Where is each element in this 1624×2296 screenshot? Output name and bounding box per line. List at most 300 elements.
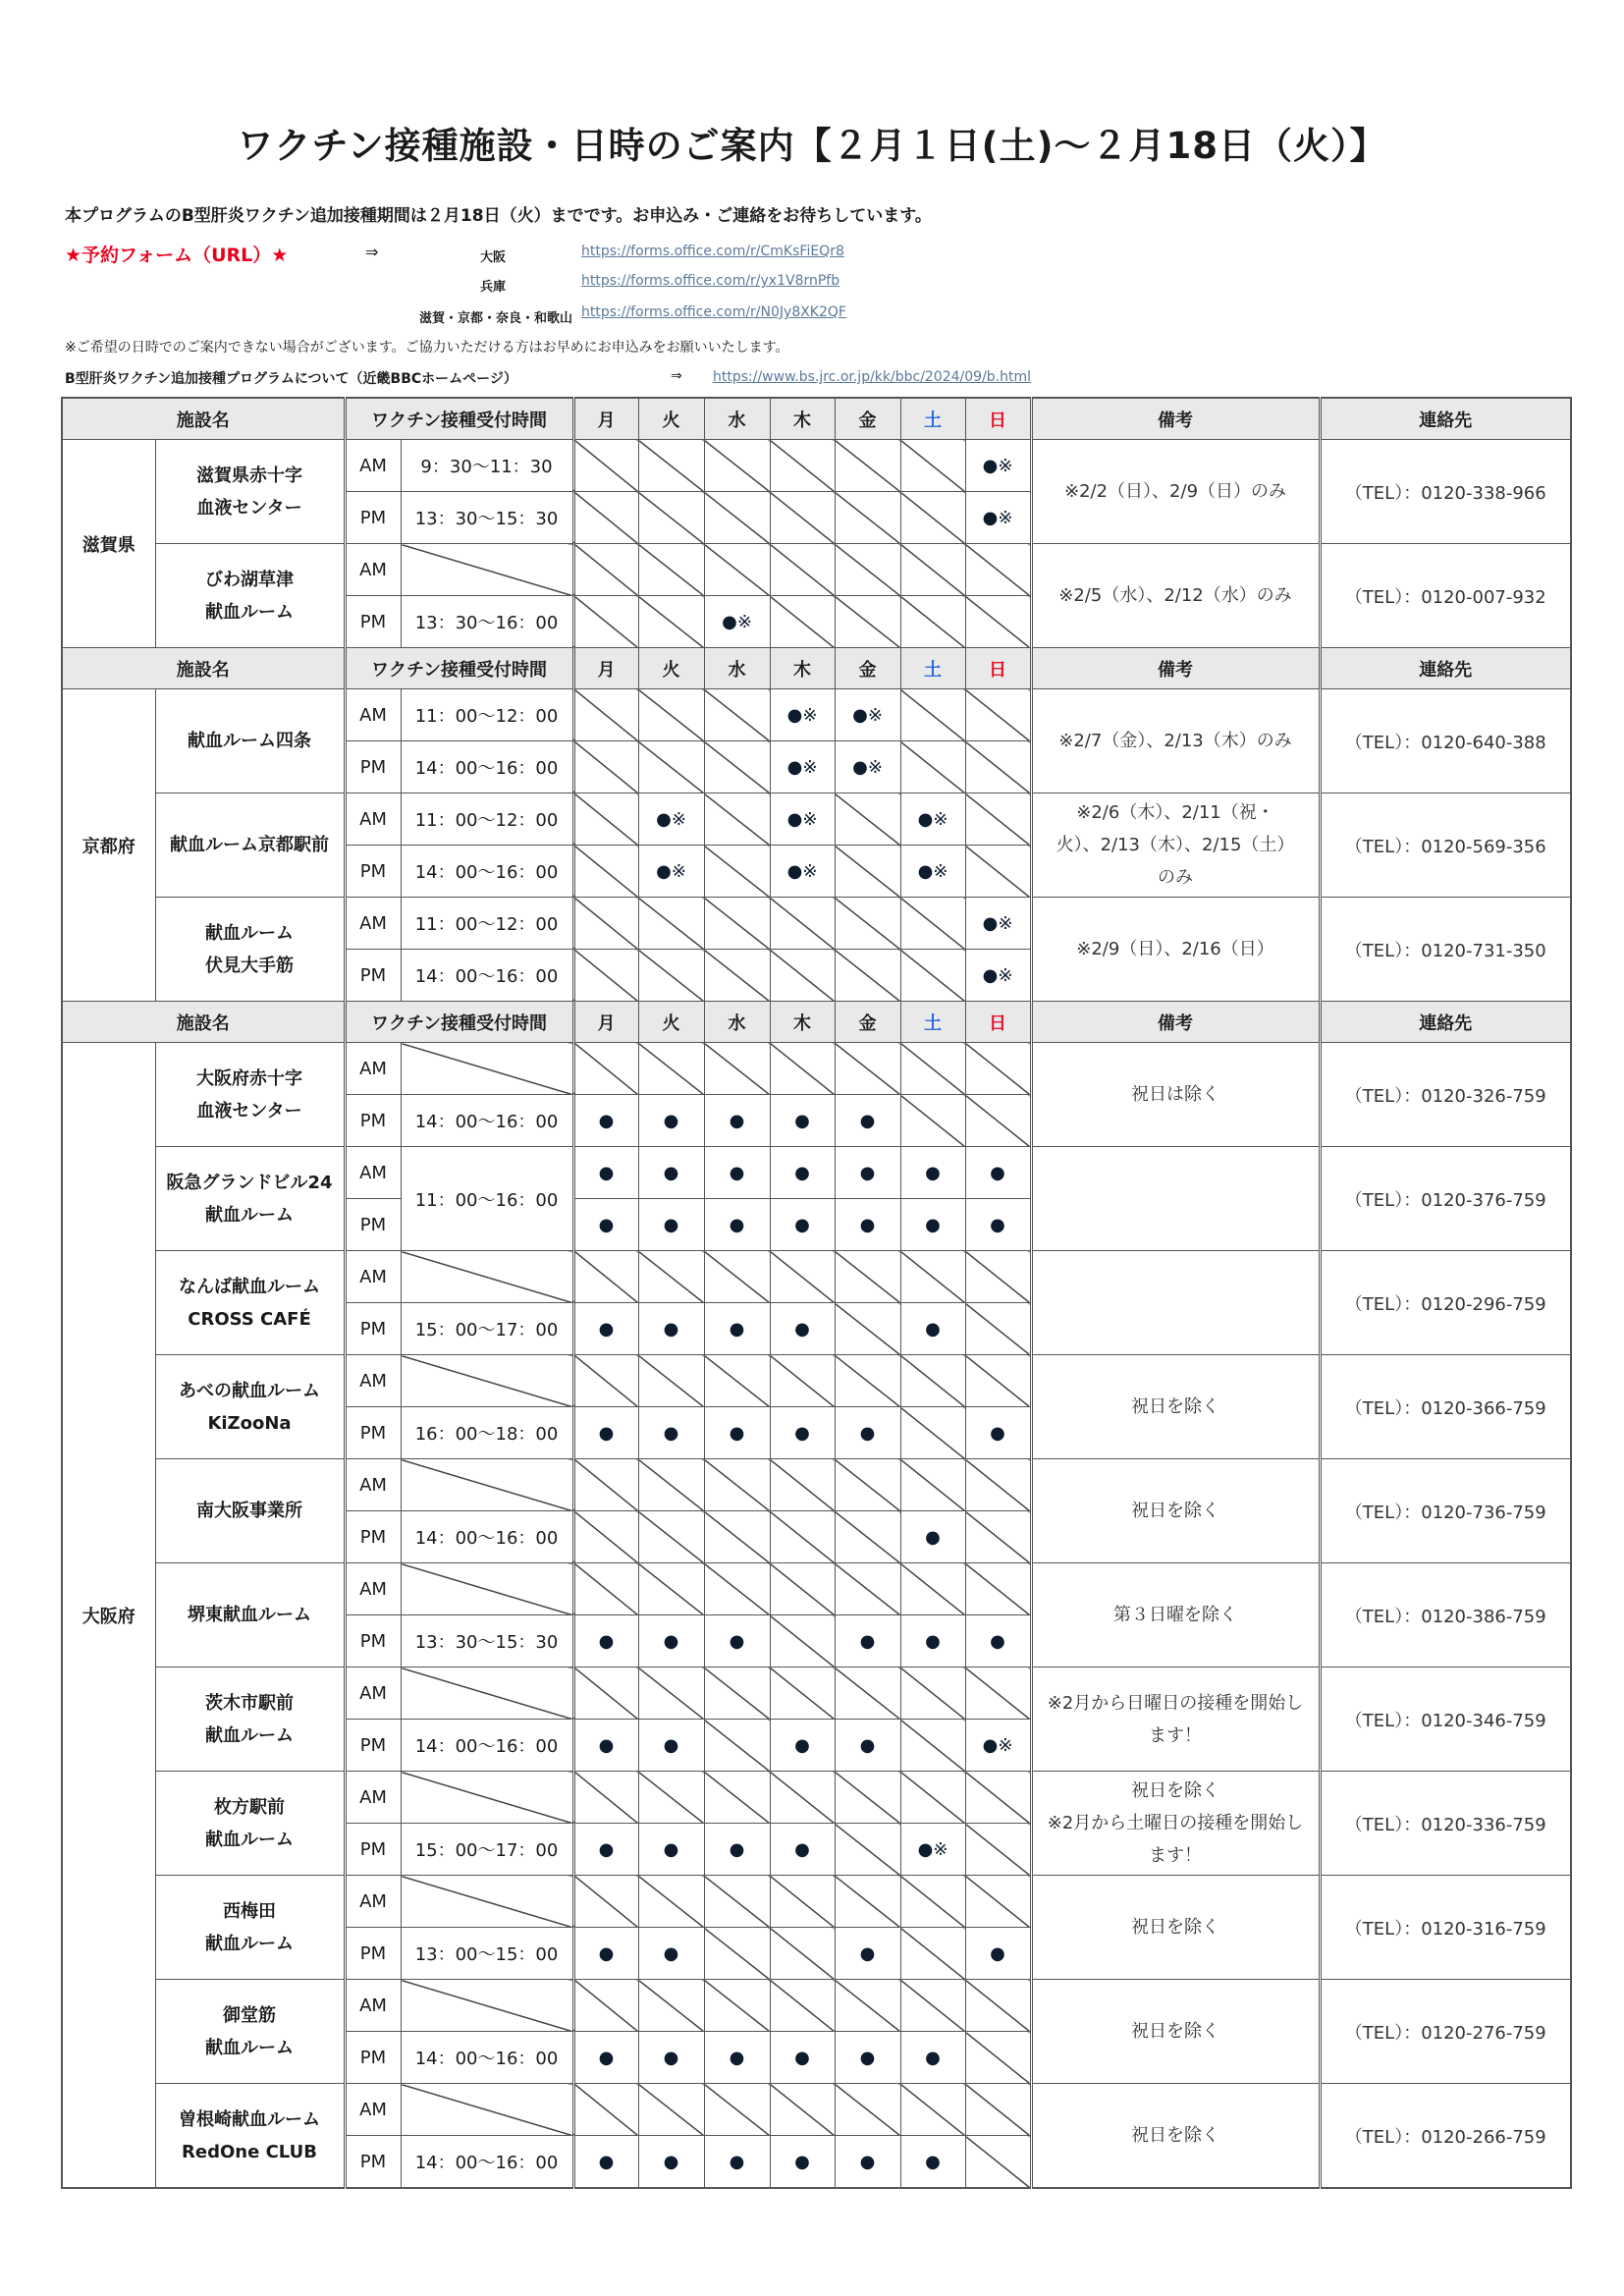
- header-day: 月: [573, 398, 638, 440]
- unavailable-slot: [900, 1876, 965, 1928]
- contact-tel: （TEL）：0120-376-759: [1320, 1147, 1571, 1251]
- remarks: [1031, 1355, 1320, 1459]
- text-line: 枚方駅前: [214, 1796, 285, 1818]
- availability-mark: ●※: [965, 1720, 1031, 1772]
- unavailable-slot: [965, 1355, 1031, 1407]
- slot-label: AM: [345, 689, 401, 741]
- availability-mark: ●: [704, 1615, 770, 1667]
- availability-mark: ●: [573, 1615, 638, 1667]
- unavailable-slot: [965, 2136, 1031, 2189]
- unavailable-slot: [770, 1251, 835, 1303]
- slot-label: PM: [345, 492, 401, 544]
- unavailable-slot: [965, 2032, 1031, 2084]
- time-range: 13：30～16：00: [401, 596, 573, 648]
- header-day: 木: [770, 398, 835, 440]
- reservation-form-label: ★予約フォーム（URL）★: [65, 245, 289, 266]
- availability-mark: ●※: [770, 689, 835, 741]
- unavailable-slot: [965, 1303, 1031, 1355]
- unavailable-slot: [638, 1563, 704, 1615]
- unavailable-slot: [573, 440, 638, 492]
- unavailable-slot: [965, 1876, 1031, 1928]
- unavailable-slot: [900, 1563, 965, 1615]
- header-contact: 連絡先: [1320, 398, 1571, 440]
- text-line: 血液センター: [196, 497, 302, 519]
- availability-mark: ●※: [965, 950, 1031, 1002]
- slot-label: AM: [345, 1355, 401, 1407]
- schedule-row: [62, 1043, 1571, 1095]
- unavailable-slot: [965, 1459, 1031, 1511]
- availability-mark: ●: [835, 2136, 900, 2189]
- time-range: 14：00～16：00: [401, 1095, 573, 1147]
- unavailable-slot: [835, 1772, 900, 1824]
- unavailable-slot: [900, 1459, 965, 1511]
- unavailable-slot: [835, 440, 900, 492]
- slot-label: AM: [345, 440, 401, 492]
- unavailable-slot: [704, 544, 770, 596]
- contact-tel: （TEL）：0120-736-759: [1320, 1459, 1571, 1563]
- unavailable-slot: [835, 793, 900, 846]
- remarks: [1031, 1147, 1320, 1251]
- availability-mark: ●: [573, 1095, 638, 1147]
- text-line: ※2月から日曜日の接種を開始し: [1047, 1692, 1304, 1714]
- text-line: 献血ルーム: [205, 1933, 294, 1954]
- unavailable-slot: [638, 1355, 704, 1407]
- unavailable-slot: [638, 1667, 704, 1720]
- unavailable-slot: [900, 1355, 965, 1407]
- time-range-empty: [401, 1563, 573, 1615]
- unavailable-slot: [638, 492, 704, 544]
- text-line: 血液センター: [196, 1100, 302, 1121]
- unavailable-slot: [704, 1980, 770, 2032]
- header-contact: 連絡先: [1320, 1002, 1571, 1043]
- header-day: 土: [900, 398, 965, 440]
- unavailable-slot: [965, 741, 1031, 793]
- availability-mark: ●: [704, 1824, 770, 1876]
- unavailable-slot: [704, 1043, 770, 1095]
- unavailable-slot: [900, 741, 965, 793]
- unavailable-slot: [835, 898, 900, 950]
- time-range: 15：00～17：00: [401, 1303, 573, 1355]
- text-line: 西梅田: [223, 1900, 276, 1922]
- facility-name: [155, 898, 345, 1002]
- availability-mark: ●: [638, 2136, 704, 2189]
- unavailable-slot: [965, 596, 1031, 648]
- page-title: ワクチン接種施設・日時のご案内【２月１日(土)～２月18日（火）】: [237, 125, 1387, 167]
- contact-tel: （TEL）：0120-276-759: [1320, 1980, 1571, 2084]
- time-range: 14：00～16：00: [401, 2032, 573, 2084]
- schedule-row: [62, 1563, 1571, 1615]
- availability-mark: ●: [638, 1928, 704, 1980]
- unavailable-slot: [704, 440, 770, 492]
- text-line: RedOne CLUB: [182, 2141, 317, 2162]
- schedule-row: [62, 544, 1571, 596]
- text-line: 曽根崎献血ルーム: [179, 2108, 320, 2130]
- unavailable-slot: [900, 1928, 965, 1980]
- schedule-row: [62, 1980, 1571, 2032]
- header-time: ワクチン接種受付時間: [345, 398, 573, 440]
- unavailable-slot: [900, 544, 965, 596]
- unavailable-slot: [965, 846, 1031, 898]
- header-day: 金: [835, 1002, 900, 1043]
- availability-mark: ●: [638, 1147, 704, 1199]
- time-range: 11：00～16：00: [401, 1147, 573, 1251]
- unavailable-slot: [704, 1667, 770, 1720]
- contact-tel: （TEL）：0120-731-350: [1320, 898, 1571, 1002]
- slot-label: AM: [345, 1980, 401, 2032]
- about-program-link[interactable]: https://www.bs.jrc.or.jp/kk/bbc/2024/09/b.html: [713, 369, 1032, 385]
- text-line: ※2月から土曜日の接種を開始し: [1047, 1813, 1304, 1833]
- unavailable-slot: [704, 2084, 770, 2136]
- unavailable-slot: [770, 1563, 835, 1615]
- availability-mark: ●: [965, 1199, 1031, 1251]
- schedule-row: [62, 689, 1571, 741]
- unavailable-slot: [835, 492, 900, 544]
- time-range-empty: [401, 1355, 573, 1407]
- header-day: 土: [900, 648, 965, 689]
- time-range: 15：00～17：00: [401, 1824, 573, 1876]
- unavailable-slot: [770, 1043, 835, 1095]
- unavailable-slot: [573, 950, 638, 1002]
- header-day: 水: [704, 398, 770, 440]
- unavailable-slot: [573, 689, 638, 741]
- schedule-table: [61, 397, 1572, 2189]
- unavailable-slot: [770, 1667, 835, 1720]
- header-row: [62, 1002, 1571, 1043]
- remarks: [1031, 544, 1320, 648]
- unavailable-slot: [770, 440, 835, 492]
- slot-label: PM: [345, 1928, 401, 1980]
- schedule-row: [62, 1251, 1571, 1303]
- unavailable-slot: [965, 2084, 1031, 2136]
- unavailable-slot: [835, 1251, 900, 1303]
- facility-name: [155, 544, 345, 648]
- unavailable-slot: [900, 1407, 965, 1459]
- form-link-hyogo[interactable]: https://forms.office.com/r/yx1V8rnPfb: [581, 273, 840, 289]
- facility-name: [155, 1772, 345, 1876]
- time-range-empty: [401, 1772, 573, 1824]
- availability-mark: ●※: [900, 793, 965, 846]
- availability-mark: ●: [638, 1720, 704, 1772]
- contact-tel: （TEL）：0120-366-759: [1320, 1355, 1571, 1459]
- time-range-empty: [401, 1980, 573, 2032]
- availability-mark: ●: [900, 1303, 965, 1355]
- remarks: [1031, 1459, 1320, 1563]
- availability-mark: ●: [704, 2136, 770, 2189]
- unavailable-slot: [770, 950, 835, 1002]
- unavailable-slot: [704, 1876, 770, 1928]
- text-line: なんば献血ルーム: [179, 1276, 320, 1297]
- unavailable-slot: [638, 596, 704, 648]
- unavailable-slot: [835, 1563, 900, 1615]
- text-line: 献血ルーム: [205, 1204, 294, 1226]
- unavailable-slot: [704, 492, 770, 544]
- unavailable-slot: [573, 898, 638, 950]
- availability-mark: ●: [638, 1199, 704, 1251]
- availability-mark: ●: [704, 1303, 770, 1355]
- unavailable-slot: [770, 1615, 835, 1667]
- unavailable-slot: [835, 1303, 900, 1355]
- time-range: 14：00～16：00: [401, 2136, 573, 2189]
- text-line: 祝日を除く: [1131, 1917, 1220, 1938]
- availability-mark: ●※: [770, 793, 835, 846]
- header-remarks: 備考: [1031, 398, 1320, 440]
- unavailable-slot: [835, 1980, 900, 2032]
- slot-label: PM: [345, 1511, 401, 1563]
- unavailable-slot: [704, 793, 770, 846]
- header-facility: 施設名: [62, 648, 345, 689]
- slot-label: AM: [345, 1772, 401, 1824]
- about-program-label: B型肝炎ワクチン追加接種プログラムについて（近畿BBCホームページ）: [65, 371, 517, 387]
- slot-label: AM: [345, 544, 401, 596]
- header-day: 火: [638, 648, 704, 689]
- header-facility: 施設名: [62, 1002, 345, 1043]
- header-remarks: 備考: [1031, 1002, 1320, 1043]
- form-region-hyogo: 兵庫: [479, 280, 506, 295]
- text-line: 祝日を除く: [1131, 1396, 1220, 1417]
- facility-name: [155, 1459, 345, 1563]
- form-link-shiga-kyoto-nara-wakayama[interactable]: https://forms.office.com/r/N0Jy8XK2QF: [581, 304, 846, 320]
- unavailable-slot: [835, 2084, 900, 2136]
- unavailable-slot: [638, 950, 704, 1002]
- slot-label: AM: [345, 1251, 401, 1303]
- schedule-row: [62, 2084, 1571, 2136]
- availability-mark: ●: [835, 1615, 900, 1667]
- unavailable-slot: [704, 1511, 770, 1563]
- unavailable-slot: [900, 1720, 965, 1772]
- header-row: [62, 398, 1571, 440]
- availability-mark: ●: [638, 1407, 704, 1459]
- unavailable-slot: [965, 1563, 1031, 1615]
- facility-name: [155, 1355, 345, 1459]
- slot-label: PM: [345, 2032, 401, 2084]
- time-range: 11：00～12：00: [401, 689, 573, 741]
- contact-tel: （TEL）：0120-296-759: [1320, 1251, 1571, 1355]
- form-region-osaka: 大阪: [479, 250, 506, 265]
- text-line: 献血ルーム: [205, 601, 294, 623]
- availability-mark: ●: [770, 1199, 835, 1251]
- header-contact: 連絡先: [1320, 648, 1571, 689]
- contact-tel: （TEL）：0120-569-356: [1320, 793, 1571, 898]
- unavailable-slot: [965, 1824, 1031, 1876]
- remarks: [1031, 1876, 1320, 1980]
- header-day: 水: [704, 1002, 770, 1043]
- text-line: 火）、2/13（木）、2/15（土）: [1056, 835, 1295, 855]
- unavailable-slot: [770, 1511, 835, 1563]
- header-time: ワクチン接種受付時間: [345, 1002, 573, 1043]
- availability-mark: ●※: [638, 793, 704, 846]
- availability-mark: ●※: [835, 689, 900, 741]
- facility-name: [155, 793, 345, 898]
- slot-label: AM: [345, 1876, 401, 1928]
- unavailable-slot: [704, 1251, 770, 1303]
- slot-label: PM: [345, 741, 401, 793]
- availability-mark: ●: [965, 1615, 1031, 1667]
- text-line: ※2/9（日）、2/16（日）: [1076, 939, 1274, 959]
- unavailable-slot: [900, 1251, 965, 1303]
- time-range-empty: [401, 1667, 573, 1720]
- contact-tel: （TEL）：0120-326-759: [1320, 1043, 1571, 1147]
- schedule-row: [62, 440, 1571, 492]
- unavailable-slot: [900, 1043, 965, 1095]
- unavailable-slot: [704, 1355, 770, 1407]
- unavailable-slot: [573, 2084, 638, 2136]
- facility-name: [155, 1876, 345, 1980]
- text-line: 献血ルーム四条: [188, 731, 311, 751]
- availability-mark: ●: [900, 1147, 965, 1199]
- header-remarks: 備考: [1031, 648, 1320, 689]
- remarks: [1031, 793, 1320, 898]
- unavailable-slot: [638, 898, 704, 950]
- slot-label: PM: [345, 1199, 401, 1251]
- facility-name: [155, 440, 345, 544]
- text-line: 献血ルーム京都駅前: [170, 835, 329, 855]
- availability-mark: ●: [573, 1928, 638, 1980]
- unavailable-slot: [900, 1772, 965, 1824]
- availability-mark: ●: [965, 1928, 1031, 1980]
- text-line: 献血ルーム: [205, 1724, 294, 1746]
- contact-tel: （TEL）：0120-346-759: [1320, 1667, 1571, 1772]
- time-range: 14：00～16：00: [401, 846, 573, 898]
- unavailable-slot: [573, 1511, 638, 1563]
- unavailable-slot: [638, 1876, 704, 1928]
- availability-mark: ●: [770, 1720, 835, 1772]
- availability-mark: ●: [835, 2032, 900, 2084]
- header-facility: 施設名: [62, 398, 345, 440]
- slot-label: PM: [345, 1303, 401, 1355]
- unavailable-slot: [638, 440, 704, 492]
- availability-mark: ●: [573, 1824, 638, 1876]
- remarks: [1031, 689, 1320, 793]
- schedule-row: [62, 1147, 1571, 1199]
- form-link-osaka[interactable]: https://forms.office.com/r/CmKsFiEQr8: [581, 244, 844, 259]
- slot-label: AM: [345, 1667, 401, 1720]
- slot-label: PM: [345, 950, 401, 1002]
- contact-tel: （TEL）：0120-640-388: [1320, 689, 1571, 793]
- unavailable-slot: [573, 1667, 638, 1720]
- text-line: 阪急グランドビル24: [166, 1172, 333, 1193]
- availability-mark: ●: [638, 1303, 704, 1355]
- header-day: 月: [573, 648, 638, 689]
- unavailable-slot: [573, 1980, 638, 2032]
- header-day: 木: [770, 1002, 835, 1043]
- time-range: 11：00～12：00: [401, 793, 573, 846]
- remarks: [1031, 1251, 1320, 1355]
- text-line: 大阪府赤十字: [196, 1067, 302, 1089]
- time-range: 9：30～11：30: [401, 440, 573, 492]
- unavailable-slot: [965, 1095, 1031, 1147]
- unavailable-slot: [704, 741, 770, 793]
- header-day: 日: [965, 398, 1031, 440]
- text-line: 献血ルーム: [205, 2037, 294, 2058]
- availability-mark: ●: [835, 1095, 900, 1147]
- availability-mark: ●: [965, 1147, 1031, 1199]
- availability-mark: ●: [704, 1147, 770, 1199]
- schedule-row: [62, 1355, 1571, 1407]
- text-line: ます！: [1149, 1724, 1203, 1746]
- unavailable-slot: [573, 492, 638, 544]
- unavailable-slot: [900, 2084, 965, 2136]
- remarks: [1031, 1667, 1320, 1772]
- time-range: 14：00～16：00: [401, 1720, 573, 1772]
- unavailable-slot: [835, 544, 900, 596]
- time-range: 11：00～12：00: [401, 898, 573, 950]
- text-line: のみ: [1158, 867, 1194, 888]
- availability-mark: ●: [573, 1303, 638, 1355]
- facility-name: [155, 1251, 345, 1355]
- text-line: 祝日を除く: [1131, 2021, 1220, 2042]
- text-line: KiZooNa: [207, 1412, 292, 1434]
- unavailable-slot: [770, 1928, 835, 1980]
- slot-label: AM: [345, 1563, 401, 1615]
- schedule-row: [62, 898, 1571, 950]
- unavailable-slot: [573, 544, 638, 596]
- arrow-icon: ⇒: [671, 368, 682, 384]
- unavailable-slot: [704, 1772, 770, 1824]
- unavailable-slot: [835, 1824, 900, 1876]
- availability-mark: ●※: [965, 440, 1031, 492]
- facility-name: [155, 1563, 345, 1667]
- availability-mark: ●: [638, 2032, 704, 2084]
- header-row: [62, 648, 1571, 689]
- unavailable-slot: [573, 1251, 638, 1303]
- unavailable-slot: [900, 1667, 965, 1720]
- slot-label: PM: [345, 1407, 401, 1459]
- remarks: [1031, 1563, 1320, 1667]
- remarks: [1031, 1980, 1320, 2084]
- unavailable-slot: [573, 1043, 638, 1095]
- text-line: 南大阪事業所: [196, 1501, 302, 1521]
- availability-mark: ●: [965, 1407, 1031, 1459]
- time-range-empty: [401, 544, 573, 596]
- availability-mark: ●※: [900, 846, 965, 898]
- unavailable-slot: [638, 1043, 704, 1095]
- unavailable-slot: [770, 1876, 835, 1928]
- unavailable-slot: [965, 1667, 1031, 1720]
- text-line: ※2/7（金）、2/13（木）のみ: [1058, 731, 1292, 751]
- unavailable-slot: [965, 1043, 1031, 1095]
- availability-mark: ●: [900, 1199, 965, 1251]
- availability-mark: ●: [770, 1303, 835, 1355]
- arrow-icon: ⇒: [365, 243, 379, 261]
- contact-tel: （TEL）：0120-338-966: [1320, 440, 1571, 544]
- text-line: ※2/2（日）、2/9（日）のみ: [1064, 481, 1287, 502]
- contact-tel: （TEL）：0120-386-759: [1320, 1563, 1571, 1667]
- unavailable-slot: [835, 1876, 900, 1928]
- slot-label: AM: [345, 898, 401, 950]
- unavailable-slot: [835, 1355, 900, 1407]
- availability-mark: ●: [573, 2136, 638, 2189]
- availability-mark: ●: [573, 1720, 638, 1772]
- facility-name: [155, 1980, 345, 2084]
- availability-mark: ●: [573, 2032, 638, 2084]
- availability-mark: ●: [638, 1095, 704, 1147]
- availability-mark: ●※: [770, 741, 835, 793]
- unavailable-slot: [704, 689, 770, 741]
- availability-mark: ●: [835, 1407, 900, 1459]
- availability-mark: ●※: [770, 846, 835, 898]
- time-range-empty: [401, 1043, 573, 1095]
- text-line: 献血ルーム: [205, 1829, 294, 1850]
- slot-label: PM: [345, 1615, 401, 1667]
- header-day: 木: [770, 648, 835, 689]
- unavailable-slot: [835, 1043, 900, 1095]
- form-region-shiga-kyoto-nara-wakayama: 滋賀・京都・奈良・和歌山: [418, 311, 572, 326]
- availability-mark: ●※: [704, 596, 770, 648]
- unavailable-slot: [770, 596, 835, 648]
- slot-label: AM: [345, 793, 401, 846]
- slot-label: AM: [345, 1459, 401, 1511]
- availability-mark: ●: [835, 1147, 900, 1199]
